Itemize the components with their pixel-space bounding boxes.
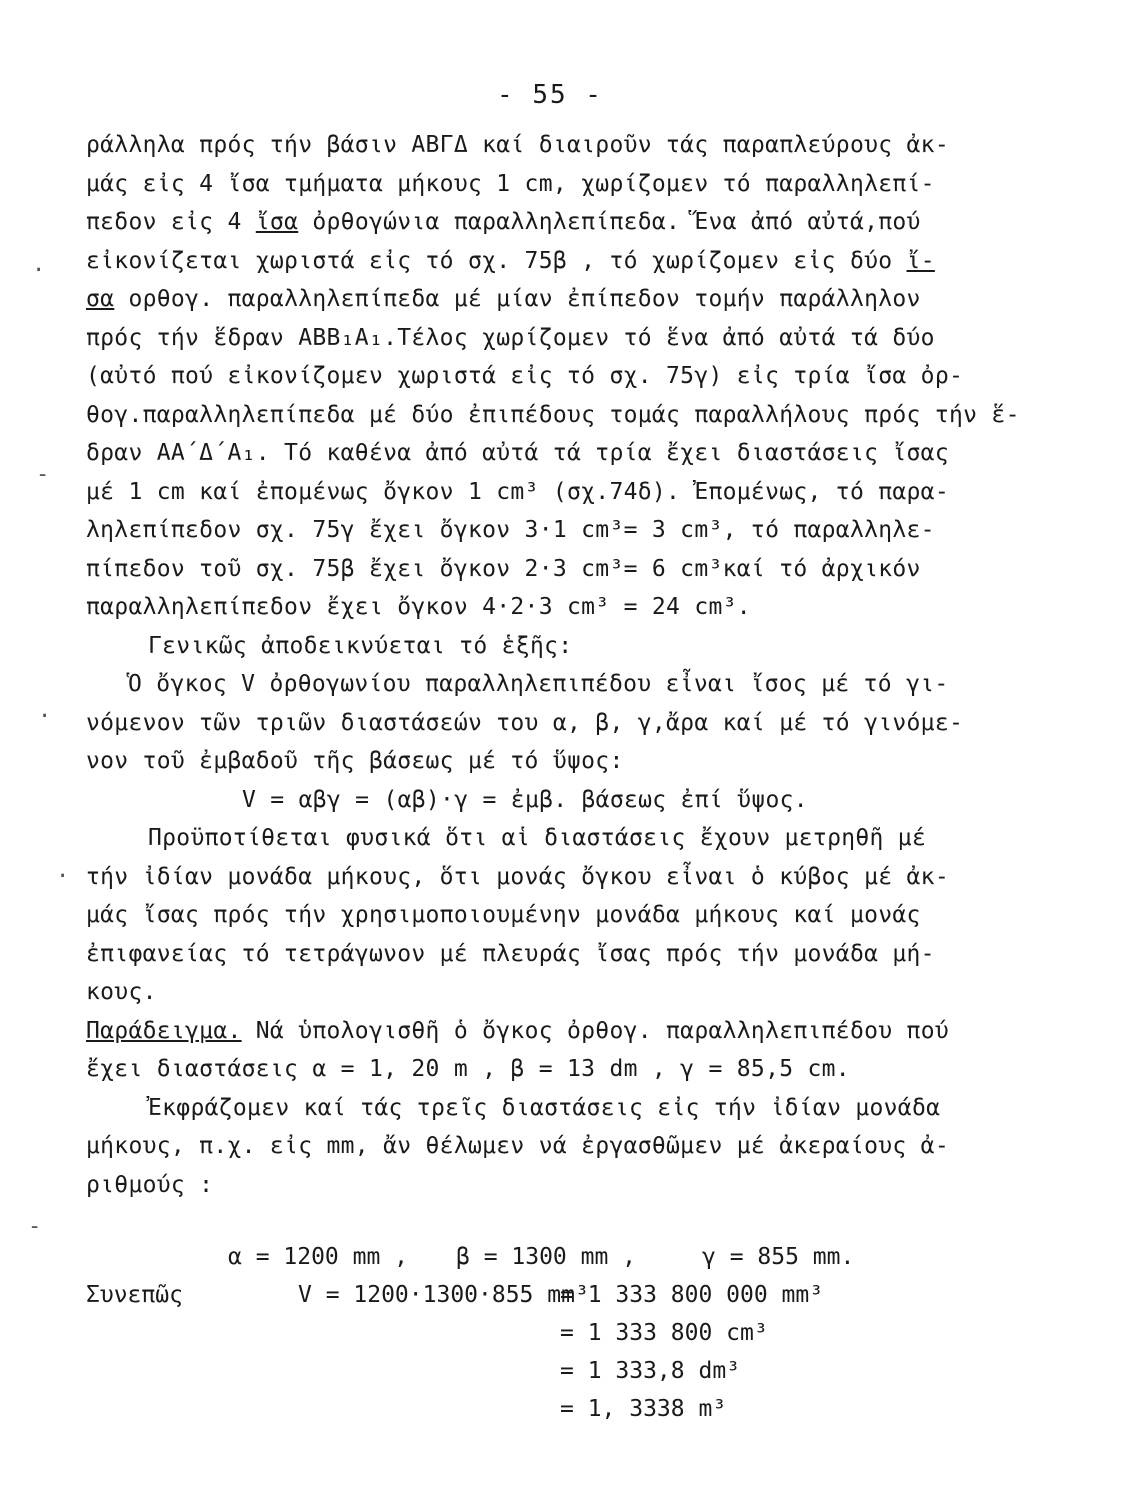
text-line: (αὐτό πού εἰκονίζομεν χωριστά εἰς τό σχ. 75γ) εἰς τρία ἴσα ὀρ- [86, 363, 964, 389]
dimensions-row [86, 1238, 1006, 1276]
body-text [86, 126, 1020, 1204]
text-line: Ἐκφράζομεν καί τάς τρεῖς διαστάσεις εἰς τήν ἰδίαν μονάδα [148, 1094, 941, 1121]
text-line: ράλληλα πρός τήν βάσιν ΑΒΓΔ καί διαιροῦν τάς παραπλεύρους ἀκ- [86, 132, 949, 158]
result-value: = 1 333 800 000 mm³ [560, 1282, 824, 1308]
text-line: μέ 1 cm καί ἐπομένως ὄγκον 1 cm³ (σχ.74δ). Ἐπομένως, τό παρα- [86, 478, 949, 505]
text-line [86, 1012, 1006, 1051]
volume-formula: V = αβγ = (αβ)·γ = ἐμβ. βάσεως ἐπί ὕψος. [242, 786, 808, 813]
text-fragment: εἰκονίζεται χωριστά εἰς τό σχ. 75β , τό χωρίζομεν εἰς δύο [86, 247, 907, 274]
text-line: Γενικῶς ἀποδεικνύεται τό ἑξῆς: [148, 632, 573, 659]
text-line: μήκους, π.χ. εἰς mm, ἄν θέλωμεν νά ἐργασθῶμεν μέ ἀκεραίους ἀ- [86, 1133, 949, 1159]
page-number: - 55 - [497, 80, 603, 110]
dim-beta: β = 1300 mm , [456, 1244, 637, 1270]
text-line: ληλεπίπεδον σχ. 75γ ἔχει ὄγκον 3·1 cm³= 3 cm³, τό παραλληλε- [86, 517, 935, 543]
theorem-line: νον τοῦ ἐμβαδοῦ τῆς βάσεως μέ τό ὕψος: [86, 748, 624, 774]
dim-gamma: γ = 855 mm. [702, 1244, 855, 1270]
theorem-line: Ὁ ὄγκος V ὀρθογωνίου παραλληλεπιπέδου εἶναι ἴσος μέ τό γι- [128, 671, 949, 697]
text-line: πίπεδον τοῦ σχ. 75β ἔχει ὄγκον 2·3 cm³= 6 cm³καί τό ἀρχικόν [86, 555, 921, 582]
margin-dash: - [28, 1214, 42, 1239]
result-value: = 1, 3338 m³ [560, 1396, 727, 1422]
text-line: ἔχει διαστάσεις α = 1, 20 m , β = 13 dm , γ = 85,5 cm. [86, 1056, 850, 1082]
calculation-block [86, 1238, 1006, 1428]
example-label: Παράδειγμα. [86, 1017, 242, 1044]
text-fragment: ὀρθογώνια παραλληλεπίπεδα. Ἕνα ἀπό αὐτά,πού [298, 209, 921, 235]
margin-dot: · [38, 704, 52, 729]
result-row [86, 1314, 1006, 1352]
text-line [86, 203, 1006, 242]
text-line [86, 280, 1006, 319]
dim-alpha: α = 1200 mm , [228, 1244, 409, 1270]
result-row [86, 1352, 1006, 1390]
result-value: = 1 333 800 cm³ [560, 1320, 768, 1346]
text-line: παραλληλεπίπεδον ἔχει ὄγκον 4·2·3 cm³ = 24 cm³. [86, 594, 751, 620]
text-line: πρός τήν ἕδραν ΑΒΒ₁Α₁.Τέλος χωρίζομεν τό ἕνα ἀπό αὐτά τά δύο [86, 324, 935, 351]
underlined-word: ἴσα [255, 209, 299, 235]
margin-dot: · [56, 864, 70, 889]
text-line: ριθμούς : [86, 1171, 214, 1198]
text-fragment: ορθογ. παραλληλεπίπεδα μέ μίαν ἐπίπεδον τομήν παράλληλον [128, 286, 921, 312]
text-line: ἐπιφανείας τό τετράγωνον μέ πλευράς ἴσας πρός τήν μονάδα μή- [86, 940, 935, 967]
text-line: μάς ἴσας πρός τήν χρησιμοποιουμένην μονάδα μήκους καί μονάς [86, 902, 921, 928]
text-line [86, 242, 1006, 281]
text-line: δραν ΑΑ΄Δ΄Α₁. Τό καθένα ἀπό αὐτά τά τρία ἔχει διαστάσεις ἴσας [86, 440, 949, 466]
underlined-word: ἴ- [906, 247, 935, 274]
margin-dot: · [32, 258, 46, 283]
result-row [86, 1390, 1006, 1428]
text-fragment: Νά ὑπολογισθῆ ὁ ὄγκος ὀρθογ. παραλληλεπιπέδου πού [241, 1017, 949, 1044]
text-line: θογ.παραλληλεπίπεδα μέ δύο ἐπιπέδους τομάς παραλλήλους πρός τήν ἕ- [86, 401, 1020, 428]
text-line: τήν ἰδίαν μονάδα μήκους, ὅτι μονάς ὄγκου εἶναι ὁ κύβος μέ ἀκ- [86, 863, 949, 890]
text-fragment: πεδον εἰς 4 [86, 209, 256, 235]
theorem-line: νόμενον τῶν τριῶν διαστάσεών του α, β, γ,ἄρα καί μέ τό γινόμε- [86, 709, 964, 736]
result-row [86, 1276, 1006, 1314]
text-line: κους. [86, 979, 157, 1005]
result-value: = 1 333,8 dm³ [560, 1358, 741, 1384]
volume-expression: V = 1200·1300·855 mm³ [298, 1282, 589, 1308]
text-line: μάς εἰς 4 ἴσα τμήματα μήκους 1 cm, χωρίζομεν τό παραλληλεπί- [86, 170, 935, 197]
text-line: Προϋποτίθεται φυσικά ὅτι αἱ διαστάσεις ἔχουν μετρηθῆ μέ [148, 825, 927, 851]
margin-dash: - [36, 462, 50, 487]
therefore-label: Συνεπῶς [86, 1282, 183, 1308]
underlined-word: σα [86, 286, 115, 312]
